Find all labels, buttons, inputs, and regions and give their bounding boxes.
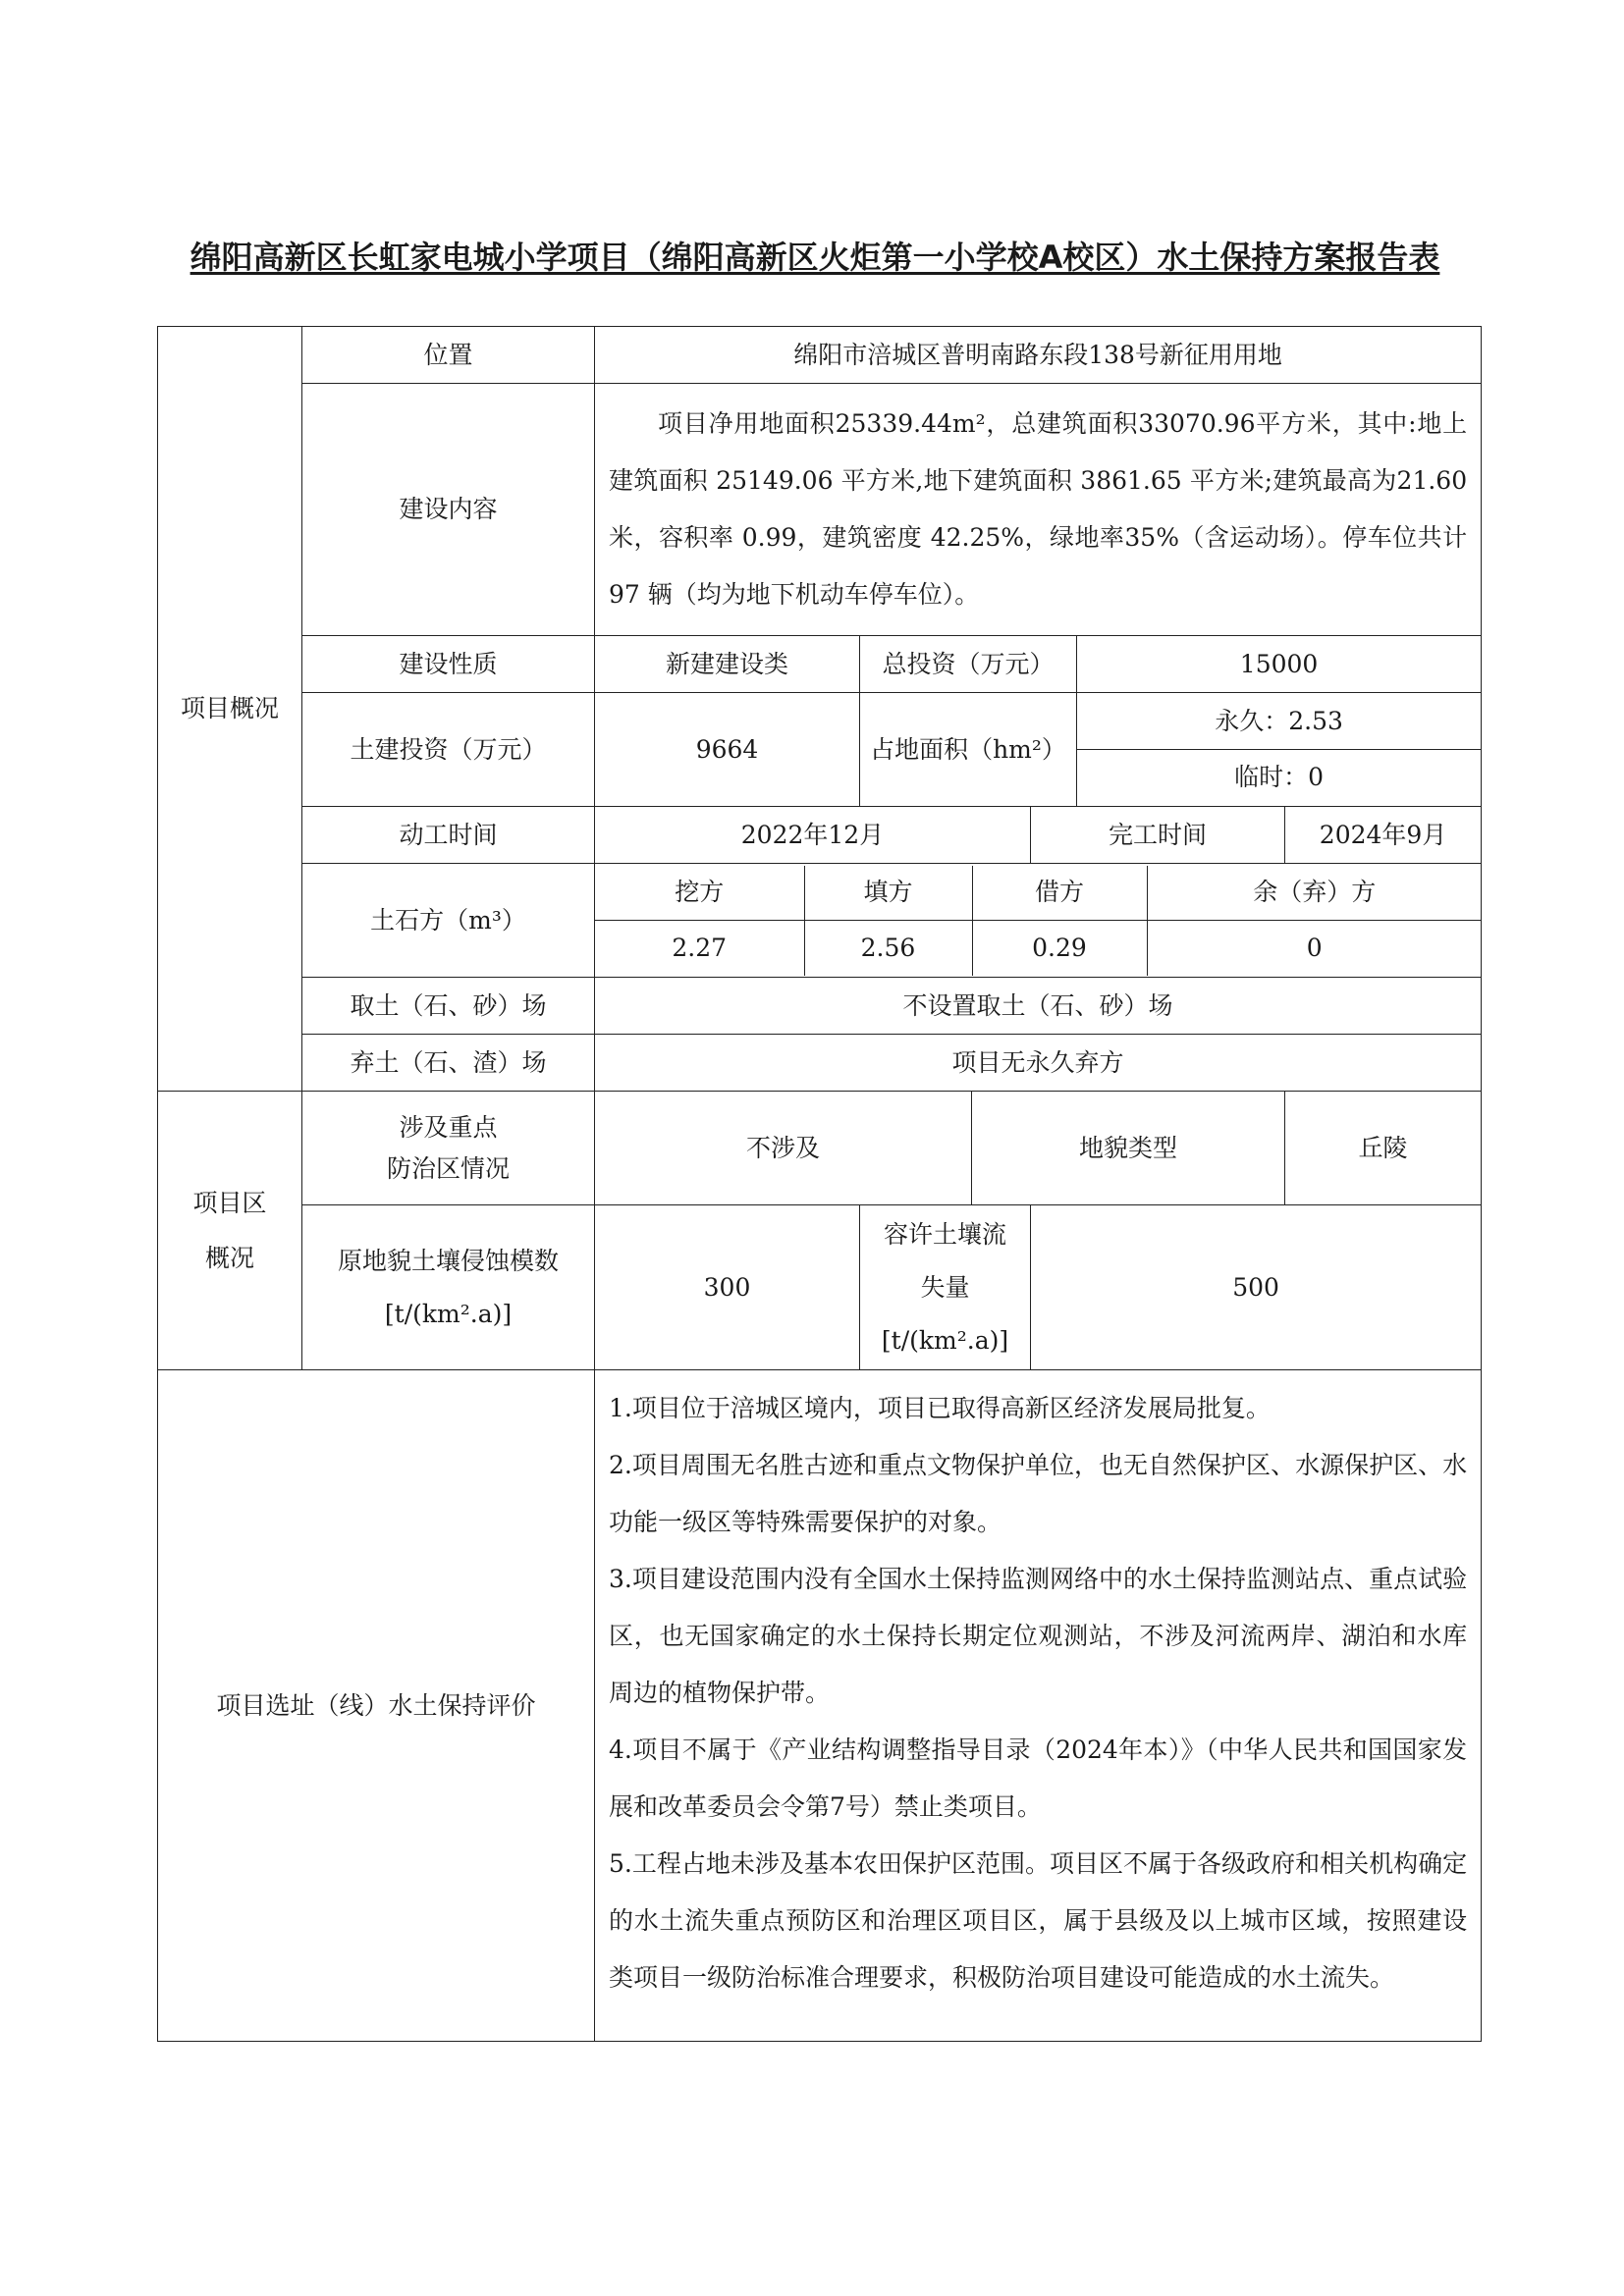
total-invest-label: 总投资（万元） <box>860 636 1077 693</box>
section-zone-label-2: 概况 <box>204 1243 254 1272</box>
civil-invest-value: 9664 <box>595 693 860 807</box>
earthwork-header-borrow: 借方 <box>972 866 1147 921</box>
evaluation-item: 1.项目位于涪城区境内，项目已取得高新区经济发展局批复。 <box>609 1394 1271 1422</box>
allowable-label-2: 失量 <box>920 1272 970 1302</box>
earthwork-label: 土石方（m³） <box>302 864 595 978</box>
key-area-label <box>302 1092 595 1205</box>
spoil-site-value: 项目无永久弃方 <box>595 1035 1482 1092</box>
erosion-modulus-value: 300 <box>595 1205 860 1370</box>
earthwork-subtable <box>595 866 1482 976</box>
evaluation-item: 4.项目不属于《产业结构调整指导目录（2024年本）》（中华人民共和国国家发展和改革委员会令第7号）禁止类项目。 <box>609 1735 1468 1821</box>
earthwork-value-excavation: 2.27 <box>595 921 804 976</box>
allowable-loss-label <box>860 1205 1031 1370</box>
key-area-label-2: 防治区情况 <box>386 1153 510 1183</box>
borrow-site-label: 取土（石、砂）场 <box>302 978 595 1035</box>
allowable-label-3: [t/(km².a)] <box>881 1325 1009 1355</box>
document-title: 绵阳高新区长虹家电城小学项目（绵阳高新区火炬第一小学校A校区）水土保持方案报告表 <box>189 239 1440 276</box>
spoil-site-label: 弃土（石、渣）场 <box>302 1035 595 1092</box>
area-temporary: 临时：0 <box>1234 763 1325 791</box>
allowable-label-1: 容许土壤流 <box>883 1219 1006 1249</box>
landform-value: 丘陵 <box>1285 1092 1482 1205</box>
construction-value: 项目净用地面积25339.44m²，总建筑面积33070.96平方米，其中:地上建筑面积 25149.06 平方米,地下建筑面积 3861.65 平方米;建筑最高为21.60米，容积率 0.99，建筑密度 42.25%，绿地率35%（含运动场）。停车位共计97 辆（均为地下机动车停车位）。 <box>595 384 1482 636</box>
earthwork-value-fill: 2.56 <box>804 921 972 976</box>
start-label: 动工时间 <box>302 807 595 864</box>
earthwork-value-surplus: 0 <box>1306 933 1323 962</box>
earthwork-header-surplus: 余（弃）方 <box>1147 866 1482 921</box>
nature-value: 新建建设类 <box>595 636 860 693</box>
erosion-label-1: 原地貌土壤侵蚀模数 <box>337 1246 559 1275</box>
erosion-modulus-label <box>302 1205 595 1370</box>
site-evaluation-notes <box>595 1370 1482 2042</box>
borrow-site-value: 不设置取土（石、砂）场 <box>595 978 1482 1035</box>
location-value: 绵阳市涪城区普明南路东段138号新征用用地 <box>595 327 1482 384</box>
earthwork-header-fill: 填方 <box>804 866 972 921</box>
earthwork-value-borrow: 0.29 <box>972 921 1147 976</box>
construction-label: 建设内容 <box>302 384 595 636</box>
water-soil-report-table <box>157 326 1482 2042</box>
evaluation-item: 3.项目建设范围内没有全国水土保持监测网络中的水土保持监测站点、重点试验区，也无国家确定的水土保持长期定位观测站，不涉及河流两岸、湖泊和水库周边的植物保护带。 <box>609 1565 1468 1707</box>
area-permanent: 永久：2.53 <box>1077 694 1481 750</box>
location-label: 位置 <box>302 327 595 384</box>
erosion-label-2: [t/(km².a)] <box>384 1299 513 1328</box>
section-zone-overview <box>158 1092 302 1370</box>
end-label: 完工时间 <box>1031 807 1285 864</box>
evaluation-item: 2.项目周围无名胜古迹和重点文物保护单位，也无自然保护区、水源保护区、水功能一级区等特殊需要保护的对象。 <box>609 1451 1468 1536</box>
earthwork-header-excavation: 挖方 <box>595 866 804 921</box>
key-area-value: 不涉及 <box>595 1092 972 1205</box>
site-evaluation-label: 项目选址（线）水土保持评价 <box>158 1370 595 2042</box>
evaluation-item: 5.工程占地未涉及基本农田保护区范围。项目区不属于各级政府和相关机构确定的水土流失重点预防区和治理区项目区，属于县级及以上城市区域，按照建设类项目一级防治标准合理要求，积极防治项目建设可能造成的水土流失。 <box>609 1849 1468 1992</box>
landform-label: 地貌类型 <box>972 1092 1285 1205</box>
allowable-loss-value: 500 <box>1031 1205 1482 1370</box>
key-area-label-1: 涉及重点 <box>399 1112 498 1142</box>
start-value: 2022年12月 <box>595 807 1031 864</box>
total-invest-value: 15000 <box>1077 636 1482 693</box>
end-value: 2024年9月 <box>1285 807 1482 864</box>
land-area-label: 占地面积（hm²） <box>860 693 1077 807</box>
section-project-overview: 项目概况 <box>158 327 302 1092</box>
civil-invest-label: 土建投资（万元） <box>302 693 595 807</box>
nature-label: 建设性质 <box>302 636 595 693</box>
section-zone-label-1: 项目区 <box>192 1188 267 1217</box>
